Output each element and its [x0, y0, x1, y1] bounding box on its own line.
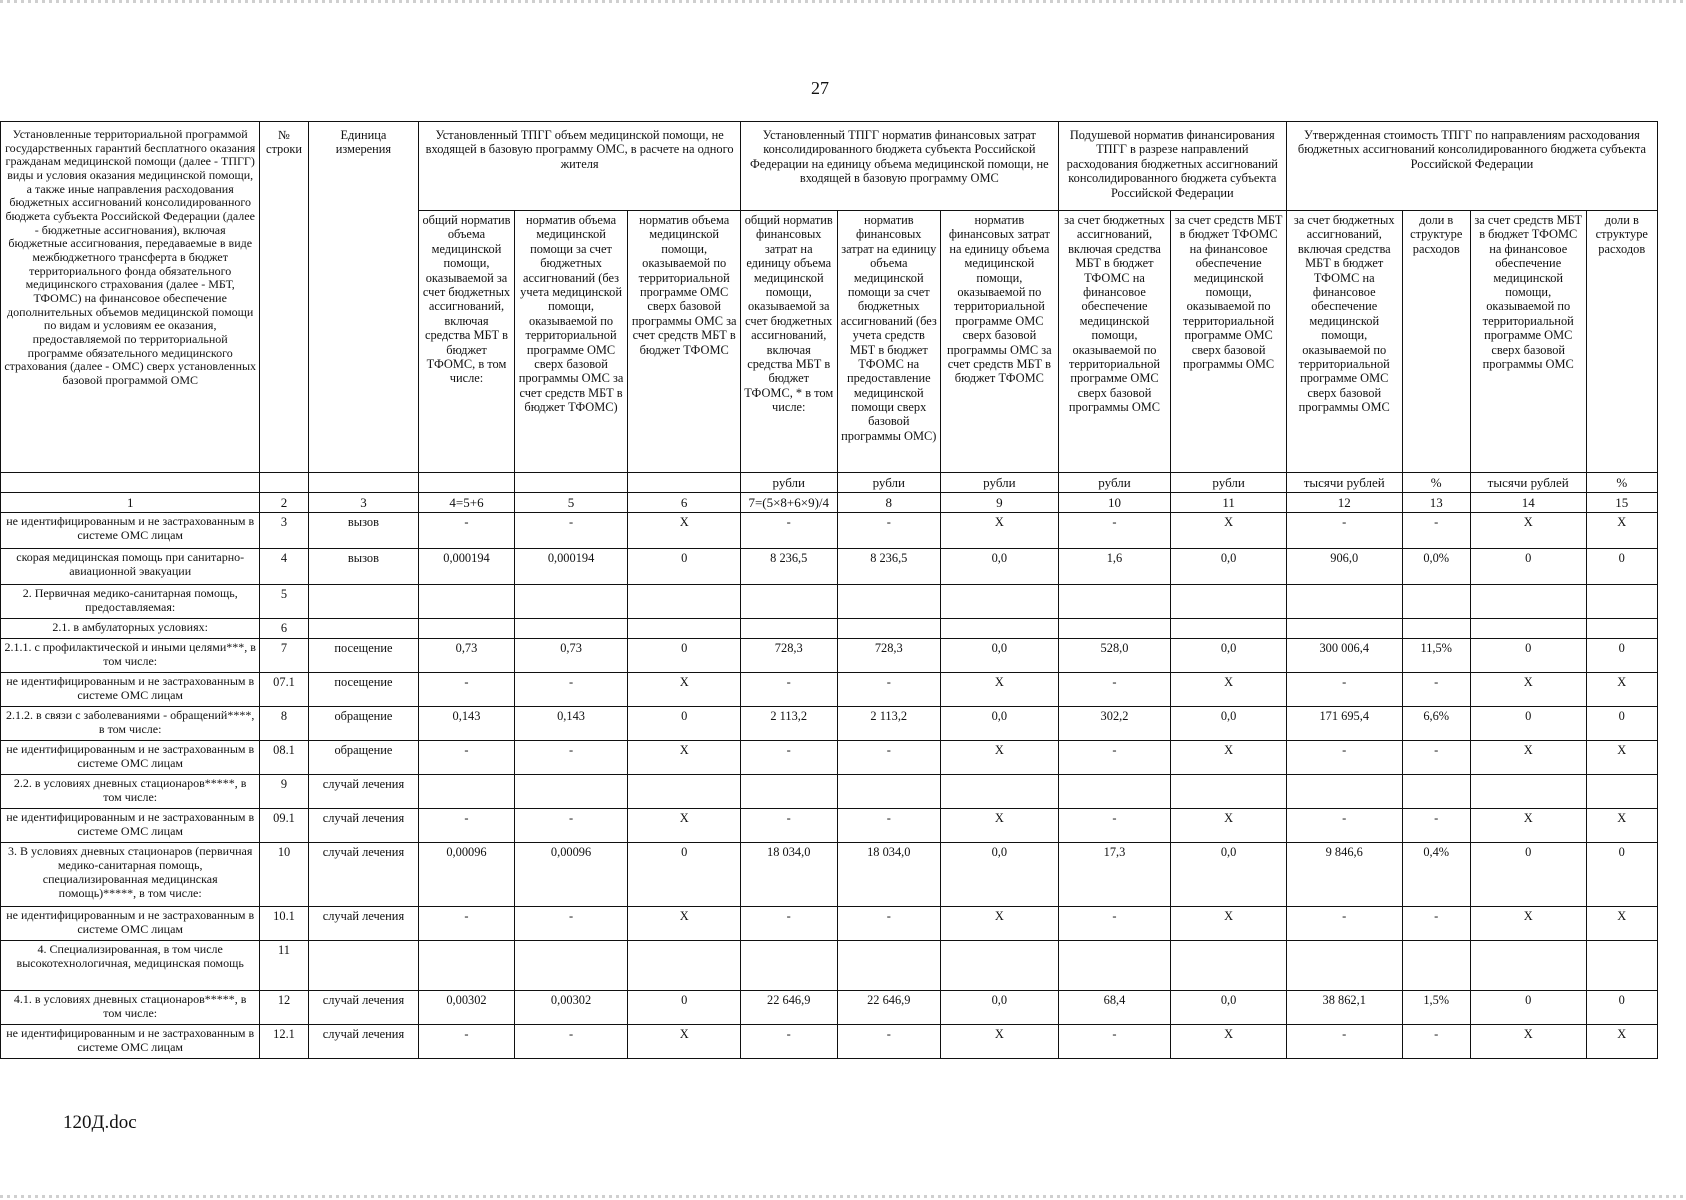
unit-cell: рубли	[941, 473, 1059, 493]
table-row	[1, 549, 1658, 585]
row-value-col-5	[514, 619, 628, 639]
row-value-col-12	[1286, 775, 1402, 809]
header-sub-13: доли в структуре расходов	[1402, 211, 1470, 473]
row-value-col-13: -	[1402, 1025, 1470, 1059]
row-value-col-8: -	[837, 513, 941, 549]
row-value-col-10: -	[1058, 513, 1171, 549]
row-value-col-11	[1171, 941, 1287, 991]
row-unit: обращение	[308, 741, 419, 775]
row-value-col-13: 0,0%	[1402, 549, 1470, 585]
row-value-col-9: X	[941, 907, 1059, 941]
index-cell: 12	[1286, 493, 1402, 513]
row-unit: случай лечения	[308, 907, 419, 941]
row-value-col-7: 2 113,2	[740, 707, 837, 741]
row-unit: случай лечения	[308, 1025, 419, 1059]
header-sub-11: за счет средств МБТ в бюджет ТФОМС на финансовое обеспечение медицинской помощи, оказываемой по территориальной программе ОМС сверх базовой программы ОМС	[1171, 211, 1287, 473]
index-cell: 7=(5×8+6×9)/4	[740, 493, 837, 513]
row-value-col-14: X	[1470, 513, 1586, 549]
row-value-col-11	[1171, 619, 1287, 639]
row-value-col-12: 300 006,4	[1286, 639, 1402, 673]
row-value-col-9	[941, 619, 1059, 639]
row-value-col-13: 1,5%	[1402, 991, 1470, 1025]
row-value-col-8: 8 236,5	[837, 549, 941, 585]
index-cell: 9	[941, 493, 1059, 513]
row-label: 3. В условиях дневных стационаров (первичная медико-санитарная помощь, специализированная медицинская помощь)*****, в том числе:	[1, 843, 260, 907]
row-value-col-6: X	[628, 673, 741, 707]
index-cell: 11	[1171, 493, 1287, 513]
row-number: 10.1	[260, 907, 308, 941]
header-group-row	[1, 122, 1658, 211]
index-cell: 13	[1402, 493, 1470, 513]
row-value-col-12: 9 846,6	[1286, 843, 1402, 907]
table-row	[1, 707, 1658, 741]
row-value-col-9: 0,0	[941, 639, 1059, 673]
index-cell: 8	[837, 493, 941, 513]
row-value-col-8: -	[837, 907, 941, 941]
row-value-col-11: 0,0	[1171, 639, 1287, 673]
row-value-col-13: 6,6%	[1402, 707, 1470, 741]
row-label: не идентифицированным и не застрахованным в системе ОМС лицам	[1, 673, 260, 707]
row-value-col-9: 0,0	[941, 707, 1059, 741]
row-number: 12	[260, 991, 308, 1025]
row-value-col-7: -	[740, 741, 837, 775]
row-value-col-10: -	[1058, 741, 1171, 775]
row-value-col-7: -	[740, 907, 837, 941]
table-row	[1, 585, 1658, 619]
row-unit: случай лечения	[308, 775, 419, 809]
row-value-col-4: -	[419, 1025, 515, 1059]
row-value-col-13	[1402, 775, 1470, 809]
row-value-col-11: X	[1171, 907, 1287, 941]
row-value-col-13	[1402, 585, 1470, 619]
header-sub-7: общий норматив финансовых затрат на единицу объема медицинской помощи, оказываемой за счет бюджетных ассигнований, включая средства МБТ в бюджет ТФОМС, * в том числе:	[740, 211, 837, 473]
header-group-volume: Установленный ТПГГ объем медицинской помощи, не входящей в базовую программу ОМС, в расчете на одного жителя	[419, 122, 741, 211]
row-label: не идентифицированным и не застрахованным в системе ОМС лицам	[1, 741, 260, 775]
row-value-col-4	[419, 941, 515, 991]
row-value-col-4: 0,000194	[419, 549, 515, 585]
row-label: 4.1. в условиях дневных стационаров*****, в том числе:	[1, 991, 260, 1025]
row-value-col-13: -	[1402, 907, 1470, 941]
row-value-col-15	[1586, 585, 1657, 619]
index-cell: 4=5+6	[419, 493, 515, 513]
row-value-col-15: X	[1586, 673, 1657, 707]
unit-cell	[419, 473, 515, 493]
index-cell: 10	[1058, 493, 1171, 513]
row-value-col-4	[419, 619, 515, 639]
header-col-3: Единица измерения	[308, 122, 419, 473]
row-label: 2.2. в условиях дневных стационаров*****, в том числе:	[1, 775, 260, 809]
page-number: 27	[811, 78, 829, 98]
row-value-col-10: 302,2	[1058, 707, 1171, 741]
row-value-col-7: -	[740, 673, 837, 707]
row-value-col-6: 0	[628, 843, 741, 907]
row-value-col-15	[1586, 941, 1657, 991]
row-value-col-13: -	[1402, 673, 1470, 707]
row-label: 4. Специализированная, в том числе высокотехнологичная, медицинская помощь	[1, 941, 260, 991]
row-value-col-13: -	[1402, 809, 1470, 843]
row-value-col-15: X	[1586, 513, 1657, 549]
row-number: 09.1	[260, 809, 308, 843]
row-value-col-10: -	[1058, 1025, 1171, 1059]
row-value-col-5	[514, 585, 628, 619]
row-value-col-15	[1586, 775, 1657, 809]
row-value-col-15: 0	[1586, 639, 1657, 673]
row-value-col-4	[419, 585, 515, 619]
index-cell: 3	[308, 493, 419, 513]
header-sub-15: доли в структуре расходов	[1586, 211, 1657, 473]
index-cell: 5	[514, 493, 628, 513]
row-value-col-5: 0,00096	[514, 843, 628, 907]
row-value-col-15: X	[1586, 907, 1657, 941]
row-unit: вызов	[308, 549, 419, 585]
header-sub-4: общий норматив объема медицинской помощи, оказываемой за счет бюджетных ассигнований, включая средства МБТ в бюджет ТФОМС, в том числе:	[419, 211, 515, 473]
row-value-col-4: -	[419, 513, 515, 549]
row-value-col-5: -	[514, 513, 628, 549]
row-value-col-12: -	[1286, 907, 1402, 941]
row-value-col-11: 0,0	[1171, 991, 1287, 1025]
header-sub-5: норматив объема медицинской помощи за счет бюджетных ассигнований (без учета медицинской помощи, оказываемой по территориальной программе ОМС сверх базовой программы ОМС за счет средств МБТ в бюджет ТФОМС)	[514, 211, 628, 473]
unit-cell	[260, 473, 308, 493]
footer-filename: 120Д.doc	[63, 1112, 137, 1133]
index-cell: 15	[1586, 493, 1657, 513]
row-value-col-9: X	[941, 673, 1059, 707]
row-unit: посещение	[308, 673, 419, 707]
row-value-col-10: -	[1058, 809, 1171, 843]
table-row	[1, 991, 1658, 1025]
row-unit	[308, 619, 419, 639]
row-value-col-7: -	[740, 513, 837, 549]
row-value-col-15: 0	[1586, 991, 1657, 1025]
row-unit: вызов	[308, 513, 419, 549]
row-value-col-4: 0,00302	[419, 991, 515, 1025]
row-unit: посещение	[308, 639, 419, 673]
row-value-col-12	[1286, 941, 1402, 991]
row-label: скорая медицинская помощь при санитарно-авиационной эвакуации	[1, 549, 260, 585]
row-value-col-5: 0,00302	[514, 991, 628, 1025]
row-label: 2. Первичная медико-санитарная помощь, предоставляемая:	[1, 585, 260, 619]
row-value-col-15: 0	[1586, 549, 1657, 585]
index-cell: 6	[628, 493, 741, 513]
row-value-col-14: X	[1470, 673, 1586, 707]
header-group-cost: Утвержденная стоимость ТПГГ по направлениям расходования бюджетных ассигнований консолидированного бюджета субъекта Российской Федерации	[1286, 122, 1657, 211]
unit-cell	[514, 473, 628, 493]
row-value-col-12: -	[1286, 741, 1402, 775]
row-value-col-14: 0	[1470, 991, 1586, 1025]
table-row	[1, 809, 1658, 843]
row-value-col-7	[740, 941, 837, 991]
row-number: 07.1	[260, 673, 308, 707]
row-value-col-4: 0,00096	[419, 843, 515, 907]
scan-bottom-edge	[0, 1195, 1686, 1198]
row-value-col-9: 0,0	[941, 843, 1059, 907]
row-number: 08.1	[260, 741, 308, 775]
row-value-col-8: -	[837, 741, 941, 775]
row-value-col-11: 0,0	[1171, 707, 1287, 741]
row-value-col-6	[628, 941, 741, 991]
unit-cell: тысячи рублей	[1470, 473, 1586, 493]
row-value-col-7: 728,3	[740, 639, 837, 673]
header-col-1: Установленные территориальной программой государственных гарантий бесплатного оказания гражданам медицинской помощи (далее - ТПГГ) виды и условия оказания медицинской помощи, а также иные направления расходования бюджетных ассигнований консолидированного бюджета субъекта Российской Федерации (далее - бюджетные ассигнования), включая бюджетные ассигнования, передаваемые в виде межбюджетного трансферта в бюджет территориального фонда обязательного медицинского страхования (далее - МБТ, ТФОМС) на финансовое обеспечение дополнительных объемов медицинской помощи по видам и условиям ее оказания, предоставляемой по территориальной программе обязательного медицинского страхования (далее - ОМС) сверх установленных базовой программой ОМС	[1, 122, 260, 473]
row-value-col-11: X	[1171, 513, 1287, 549]
row-value-col-5: -	[514, 673, 628, 707]
unit-cell: рубли	[1171, 473, 1287, 493]
row-value-col-12	[1286, 619, 1402, 639]
row-value-col-4: -	[419, 907, 515, 941]
row-value-col-6: X	[628, 741, 741, 775]
row-value-col-12: -	[1286, 673, 1402, 707]
row-number: 12.1	[260, 1025, 308, 1059]
row-value-col-14	[1470, 941, 1586, 991]
row-value-col-10: 528,0	[1058, 639, 1171, 673]
row-value-col-11: X	[1171, 1025, 1287, 1059]
row-value-col-6: 0	[628, 639, 741, 673]
row-value-col-10: 1,6	[1058, 549, 1171, 585]
unit-cell: рубли	[740, 473, 837, 493]
row-value-col-9: X	[941, 741, 1059, 775]
row-number: 3	[260, 513, 308, 549]
row-value-col-6: 0	[628, 549, 741, 585]
row-value-col-4: -	[419, 809, 515, 843]
row-value-col-5: 0,000194	[514, 549, 628, 585]
row-value-col-9: 0,0	[941, 549, 1059, 585]
row-value-col-9: X	[941, 513, 1059, 549]
row-label: не идентифицированным и не застрахованным в системе ОМС лицам	[1, 1025, 260, 1059]
row-label: не идентифицированным и не застрахованным в системе ОМС лицам	[1, 513, 260, 549]
row-value-col-8: -	[837, 673, 941, 707]
row-number: 11	[260, 941, 308, 991]
unit-cell	[1, 473, 260, 493]
row-value-col-11: X	[1171, 809, 1287, 843]
row-value-col-11: X	[1171, 741, 1287, 775]
unit-cell	[628, 473, 741, 493]
header-sub-9: норматив финансовых затрат на единицу объема медицинской помощи, оказываемой по территориальной программе ОМС сверх базовой программы ОМС за счет средств МБТ в бюджет ТФОМС	[941, 211, 1059, 473]
row-label: 2.1. в амбулаторных условиях:	[1, 619, 260, 639]
row-value-col-8	[837, 941, 941, 991]
row-value-col-6: 0	[628, 991, 741, 1025]
row-label: не идентифицированным и не застрахованным в системе ОМС лицам	[1, 809, 260, 843]
row-value-col-15: 0	[1586, 707, 1657, 741]
row-value-col-8: -	[837, 809, 941, 843]
row-value-col-13: 11,5%	[1402, 639, 1470, 673]
unit-cell	[308, 473, 419, 493]
row-value-col-8	[837, 775, 941, 809]
row-value-col-14: 0	[1470, 707, 1586, 741]
row-value-col-12: 171 695,4	[1286, 707, 1402, 741]
row-value-col-15: 0	[1586, 843, 1657, 907]
row-value-col-15: X	[1586, 1025, 1657, 1059]
row-value-col-6	[628, 775, 741, 809]
row-value-col-6: X	[628, 1025, 741, 1059]
index-cell: 2	[260, 493, 308, 513]
index-cell: 14	[1470, 493, 1586, 513]
row-value-col-4: 0,73	[419, 639, 515, 673]
row-unit: случай лечения	[308, 991, 419, 1025]
row-value-col-12: -	[1286, 1025, 1402, 1059]
unit-cell: тысячи рублей	[1286, 473, 1402, 493]
row-value-col-4: -	[419, 741, 515, 775]
row-value-col-8: 22 646,9	[837, 991, 941, 1025]
row-value-col-14: X	[1470, 907, 1586, 941]
row-value-col-10: 68,4	[1058, 991, 1171, 1025]
row-value-col-10	[1058, 585, 1171, 619]
row-value-col-14: X	[1470, 809, 1586, 843]
row-value-col-12: -	[1286, 513, 1402, 549]
row-value-col-10	[1058, 941, 1171, 991]
budget-table	[0, 121, 1658, 1059]
table-row	[1, 775, 1658, 809]
row-value-col-9	[941, 775, 1059, 809]
row-value-col-14: 0	[1470, 639, 1586, 673]
row-value-col-6	[628, 585, 741, 619]
unit-cell: %	[1402, 473, 1470, 493]
row-value-col-8: 18 034,0	[837, 843, 941, 907]
row-value-col-9	[941, 941, 1059, 991]
row-label: не идентифицированным и не застрахованным в системе ОМС лицам	[1, 907, 260, 941]
row-value-col-13	[1402, 941, 1470, 991]
row-value-col-10: -	[1058, 673, 1171, 707]
header-group-per-capita: Подушевой норматив финансирования ТПГГ в разрезе направлений расходования бюджетных ассигнований консолидированного бюджета субъекта Российской Федерации	[1058, 122, 1286, 211]
row-value-col-5	[514, 775, 628, 809]
row-value-col-6: X	[628, 907, 741, 941]
row-value-col-7: 18 034,0	[740, 843, 837, 907]
row-value-col-6: X	[628, 809, 741, 843]
row-value-col-5: 0,73	[514, 639, 628, 673]
header-sub-12: за счет бюджетных ассигнований, включая средства МБТ в бюджет ТФОМС на финансовое обеспечение медицинской помощи, оказываемой по территориальной программе ОМС сверх базовой программы ОМС	[1286, 211, 1402, 473]
row-value-col-8: 728,3	[837, 639, 941, 673]
row-value-col-14	[1470, 619, 1586, 639]
row-number: 10	[260, 843, 308, 907]
row-value-col-10: 17,3	[1058, 843, 1171, 907]
row-value-col-12: -	[1286, 809, 1402, 843]
row-value-col-13: 0,4%	[1402, 843, 1470, 907]
table-row	[1, 639, 1658, 673]
row-value-col-11	[1171, 585, 1287, 619]
row-value-col-7	[740, 775, 837, 809]
row-value-col-5: -	[514, 907, 628, 941]
row-value-col-4	[419, 775, 515, 809]
unit-cell: рубли	[837, 473, 941, 493]
row-value-col-14: 0	[1470, 843, 1586, 907]
row-value-col-8	[837, 619, 941, 639]
row-value-col-6: X	[628, 513, 741, 549]
row-number: 7	[260, 639, 308, 673]
row-value-col-12: 38 862,1	[1286, 991, 1402, 1025]
row-unit	[308, 585, 419, 619]
row-value-col-9: X	[941, 809, 1059, 843]
unit-cell: рубли	[1058, 473, 1171, 493]
scan-top-edge	[0, 0, 1686, 3]
row-value-col-9: X	[941, 1025, 1059, 1059]
table-row	[1, 513, 1658, 549]
row-value-col-7	[740, 585, 837, 619]
header-sub-6: норматив объема медицинской помощи, оказываемой по территориальной программе ОМС сверх базовой программы ОМС за счет средств МБТ в бюджет ТФОМС	[628, 211, 741, 473]
row-value-col-8: 2 113,2	[837, 707, 941, 741]
header-sub-8: норматив финансовых затрат на единицу объема медицинской помощи за счет бюджетных ассигнований (без учета средств МБТ в бюджет ТФОМС на предоставление медицинской помощи сверх базовой программы ОМС)	[837, 211, 941, 473]
units-row	[1, 473, 1658, 493]
row-unit: случай лечения	[308, 843, 419, 907]
row-value-col-11: X	[1171, 673, 1287, 707]
row-number: 9	[260, 775, 308, 809]
row-number: 5	[260, 585, 308, 619]
row-value-col-9	[941, 585, 1059, 619]
row-value-col-7: 22 646,9	[740, 991, 837, 1025]
row-value-col-5: -	[514, 809, 628, 843]
table-row	[1, 619, 1658, 639]
table-row	[1, 1025, 1658, 1059]
table-row	[1, 741, 1658, 775]
row-value-col-14: 0	[1470, 549, 1586, 585]
row-value-col-14	[1470, 585, 1586, 619]
row-value-col-5: -	[514, 741, 628, 775]
row-value-col-4: 0,143	[419, 707, 515, 741]
table-row	[1, 673, 1658, 707]
row-value-col-11: 0,0	[1171, 843, 1287, 907]
row-unit: обращение	[308, 707, 419, 741]
table-row	[1, 843, 1658, 907]
row-value-col-5: -	[514, 1025, 628, 1059]
row-label: 2.1.1. с профилактической и иными целями***, в том числе:	[1, 639, 260, 673]
row-value-col-8: -	[837, 1025, 941, 1059]
row-value-col-14	[1470, 775, 1586, 809]
row-value-col-11: 0,0	[1171, 549, 1287, 585]
row-value-col-10	[1058, 775, 1171, 809]
row-value-col-11	[1171, 775, 1287, 809]
row-value-col-9: 0,0	[941, 991, 1059, 1025]
row-value-col-13	[1402, 619, 1470, 639]
row-value-col-6: 0	[628, 707, 741, 741]
table-row	[1, 941, 1658, 991]
row-number: 8	[260, 707, 308, 741]
row-value-col-8	[837, 585, 941, 619]
header-sub-10: за счет бюджетных ассигнований, включая средства МБТ в бюджет ТФОМС на финансовое обеспечение медицинской помощи, оказываемой по территориальной программе ОМС сверх базовой программы ОМС	[1058, 211, 1171, 473]
row-unit	[308, 941, 419, 991]
header-col-2: № строки	[260, 122, 308, 473]
row-value-col-14: X	[1470, 1025, 1586, 1059]
table-row	[1, 907, 1658, 941]
row-value-col-12: 906,0	[1286, 549, 1402, 585]
row-value-col-10: -	[1058, 907, 1171, 941]
row-value-col-15	[1586, 619, 1657, 639]
row-value-col-5: 0,143	[514, 707, 628, 741]
row-number: 4	[260, 549, 308, 585]
row-value-col-15: X	[1586, 741, 1657, 775]
index-cell: 1	[1, 493, 260, 513]
row-label: 2.1.2. в связи с заболеваниями - обращений****, в том числе:	[1, 707, 260, 741]
row-number: 6	[260, 619, 308, 639]
row-value-col-10	[1058, 619, 1171, 639]
header-sub-14: за счет средств МБТ в бюджет ТФОМС на финансовое обеспечение медицинской помощи, оказываемой по территориальной программе ОМС сверх базовой программы ОМС	[1470, 211, 1586, 473]
row-value-col-14: X	[1470, 741, 1586, 775]
row-value-col-7	[740, 619, 837, 639]
row-unit: случай лечения	[308, 809, 419, 843]
row-value-col-7: -	[740, 1025, 837, 1059]
row-value-col-13: -	[1402, 513, 1470, 549]
row-value-col-5	[514, 941, 628, 991]
unit-cell: %	[1586, 473, 1657, 493]
row-value-col-13: -	[1402, 741, 1470, 775]
row-value-col-15: X	[1586, 809, 1657, 843]
column-index-row	[1, 493, 1658, 513]
row-value-col-7: -	[740, 809, 837, 843]
row-value-col-7: 8 236,5	[740, 549, 837, 585]
row-value-col-6	[628, 619, 741, 639]
row-value-col-4: -	[419, 673, 515, 707]
row-value-col-12	[1286, 585, 1402, 619]
header-group-costs: Установленный ТПГГ норматив финансовых затрат консолидированного бюджета субъекта Российской Федерации на единицу объема медицинской помощи, не входящей в базовую программу ОМС	[740, 122, 1058, 211]
